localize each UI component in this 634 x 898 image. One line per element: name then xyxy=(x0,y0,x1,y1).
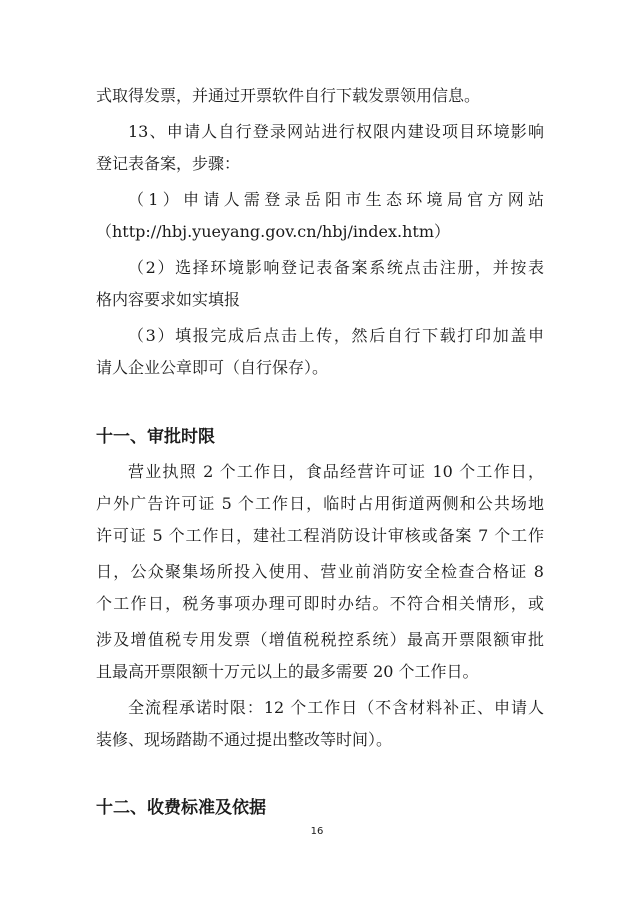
text-line: 户外广告许可证 5 个工作日，临时占用街道两侧和公共场地 xyxy=(96,494,544,513)
text-line: （2）选择环境影响登记表备案系统点击注册，并按表 xyxy=(128,258,544,277)
text-line: 个工作日，税务事项办理可即时办结。不符合相关情形，或 xyxy=(96,594,544,613)
text-line: 涉及增值税专用发票（增值税税控系统）最高开票限额审批 xyxy=(96,630,544,649)
text-line: 13、申请人自行登录网站进行权限内建设项目环境影响 xyxy=(128,122,544,141)
text-line: 许可证 5 个工作日，建社工程消防设计审核或备案 7 个工作 xyxy=(96,526,544,545)
text-line: 式取得发票，并通过开票软件自行下载发票领用信息。 xyxy=(96,86,481,105)
text-line: 全流程承诺时限：12 个工作日（不含材料补正、申请人 xyxy=(128,698,544,717)
section-heading-approval-time: 十一、审批时限 xyxy=(96,427,215,447)
page-number: 16 xyxy=(310,826,324,837)
text-line: 且最高开票限额十万元以上的最多需要 20 个工作日。 xyxy=(96,662,479,681)
text-line: 日，公众聚集场所投入使用、营业前消防安全检查合格证 8 xyxy=(96,562,544,581)
text-line: （http://hbj.yueyang.gov.cn/hbj/index.htm） xyxy=(96,222,451,241)
text-line: 登记表备案，步骤： xyxy=(96,154,241,173)
text-line: （3）填报完成后点击上传，然后自行下载打印加盖申 xyxy=(128,326,544,345)
text-line: 请人企业公章即可（自行保存）。 xyxy=(96,358,329,377)
text-line: （1）申请人需登录岳阳市生态环境局官方网站 xyxy=(128,190,544,209)
text-line: 装修、现场踏勘不通过提出整改等时间）。 xyxy=(96,730,393,749)
text-line: 营业执照 2 个工作日，食品经营许可证 10 个工作日， xyxy=(128,462,544,481)
section-heading-fees: 十二、收费标准及依据 xyxy=(96,798,266,818)
text-line: 格内容要求如实填报 xyxy=(96,290,241,309)
